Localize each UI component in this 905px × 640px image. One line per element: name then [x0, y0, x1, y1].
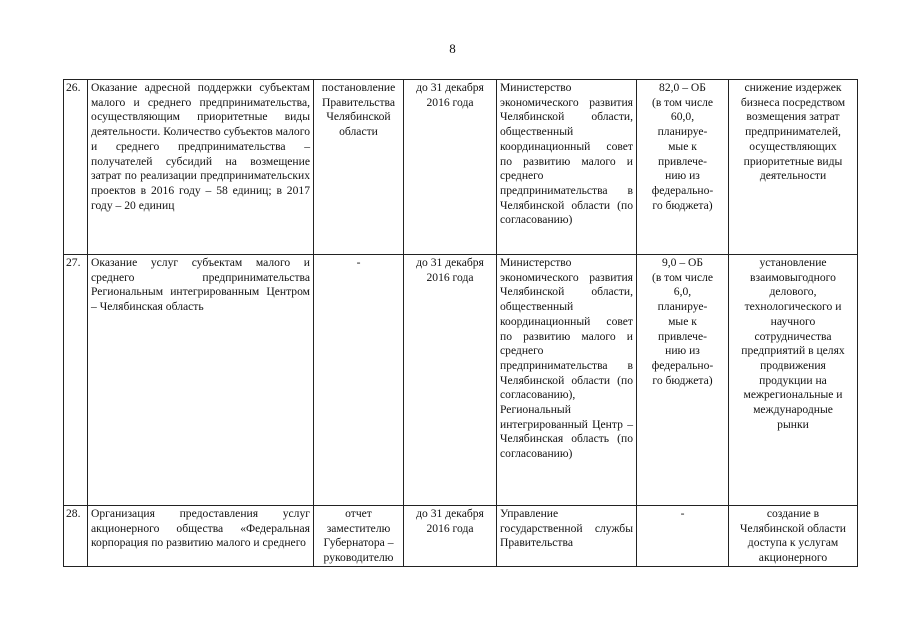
deadline: до 31 декабря 2016 года: [416, 256, 484, 284]
table-row: [64, 255, 858, 506]
funding: -: [680, 507, 685, 520]
expected-result: установление взаимовыгодного делового, технологического и научного сотрудничества предприятий в целях продвижения продукции на межрегиональные и международные рынки: [741, 256, 845, 431]
page-number: 8: [449, 41, 456, 56]
document-type: постановление Правительства Челябинской области: [321, 81, 396, 139]
action-description: Оказание услуг субъектам малого и среднего предпринимательства Региональным интегрированным Центром – Челябинская область: [88, 255, 314, 506]
deadline: до 31 декабря 2016 года: [416, 507, 484, 535]
document-type: -: [356, 256, 361, 269]
row-number: 28.: [64, 506, 88, 567]
executor: Министерство экономического развития Челябинской области, общественный координационный совет по развитию малого и среднего предпринимательства в Челябинской области (по согласованию), Региональный интегрированный Центр – Челябинская область (по согласованию): [497, 255, 637, 506]
executor: Управление государственной службы Правительства: [497, 506, 637, 567]
executor: Министерство экономического развития Челябинской области, общественный координационный совет по развитию малого и среднего предпринимательства в Челябинской области (по согласованию): [497, 80, 637, 255]
row-number: 27.: [64, 255, 88, 506]
row-number: 26.: [64, 80, 88, 255]
expected-result: создание в Челябинской области доступа к услугам акционерного: [740, 507, 846, 565]
expected-result: снижение издержек бизнеса посредством возмещения затрат предпринимателей, осуществляющих приоритетные виды деятельности: [740, 81, 846, 183]
funding: 82,0 – ОБ (в том числе 60,0, планируе- мые к привлече- нию из федерально- го бюджета): [651, 81, 714, 212]
action-description: Организация предоставления услуг акционерного общества «Федеральная корпорация по развитию малого и среднего: [88, 506, 314, 567]
action-plan-table: [63, 79, 858, 567]
table-row: [64, 80, 858, 255]
deadline: до 31 декабря 2016 года: [416, 81, 484, 109]
action-description: Оказание адресной поддержки субъектам малого и среднего предпринимательства, осуществляющим приоритетные виды деятельности. Количество субъектов малого и среднего предпринимательства – получателей субсидий на возмещение затрат по реализации предпринимательских проектов в 2016 году – 58 единиц; в 2017 году – 20 единиц: [88, 80, 314, 255]
document-type: отчет заместителю Губернатора – руководителю: [323, 507, 394, 565]
funding: 9,0 – ОБ (в том числе 6,0, планируе- мые к привлече- нию из федерально- го бюджета): [651, 256, 714, 387]
table-row: [64, 506, 858, 567]
